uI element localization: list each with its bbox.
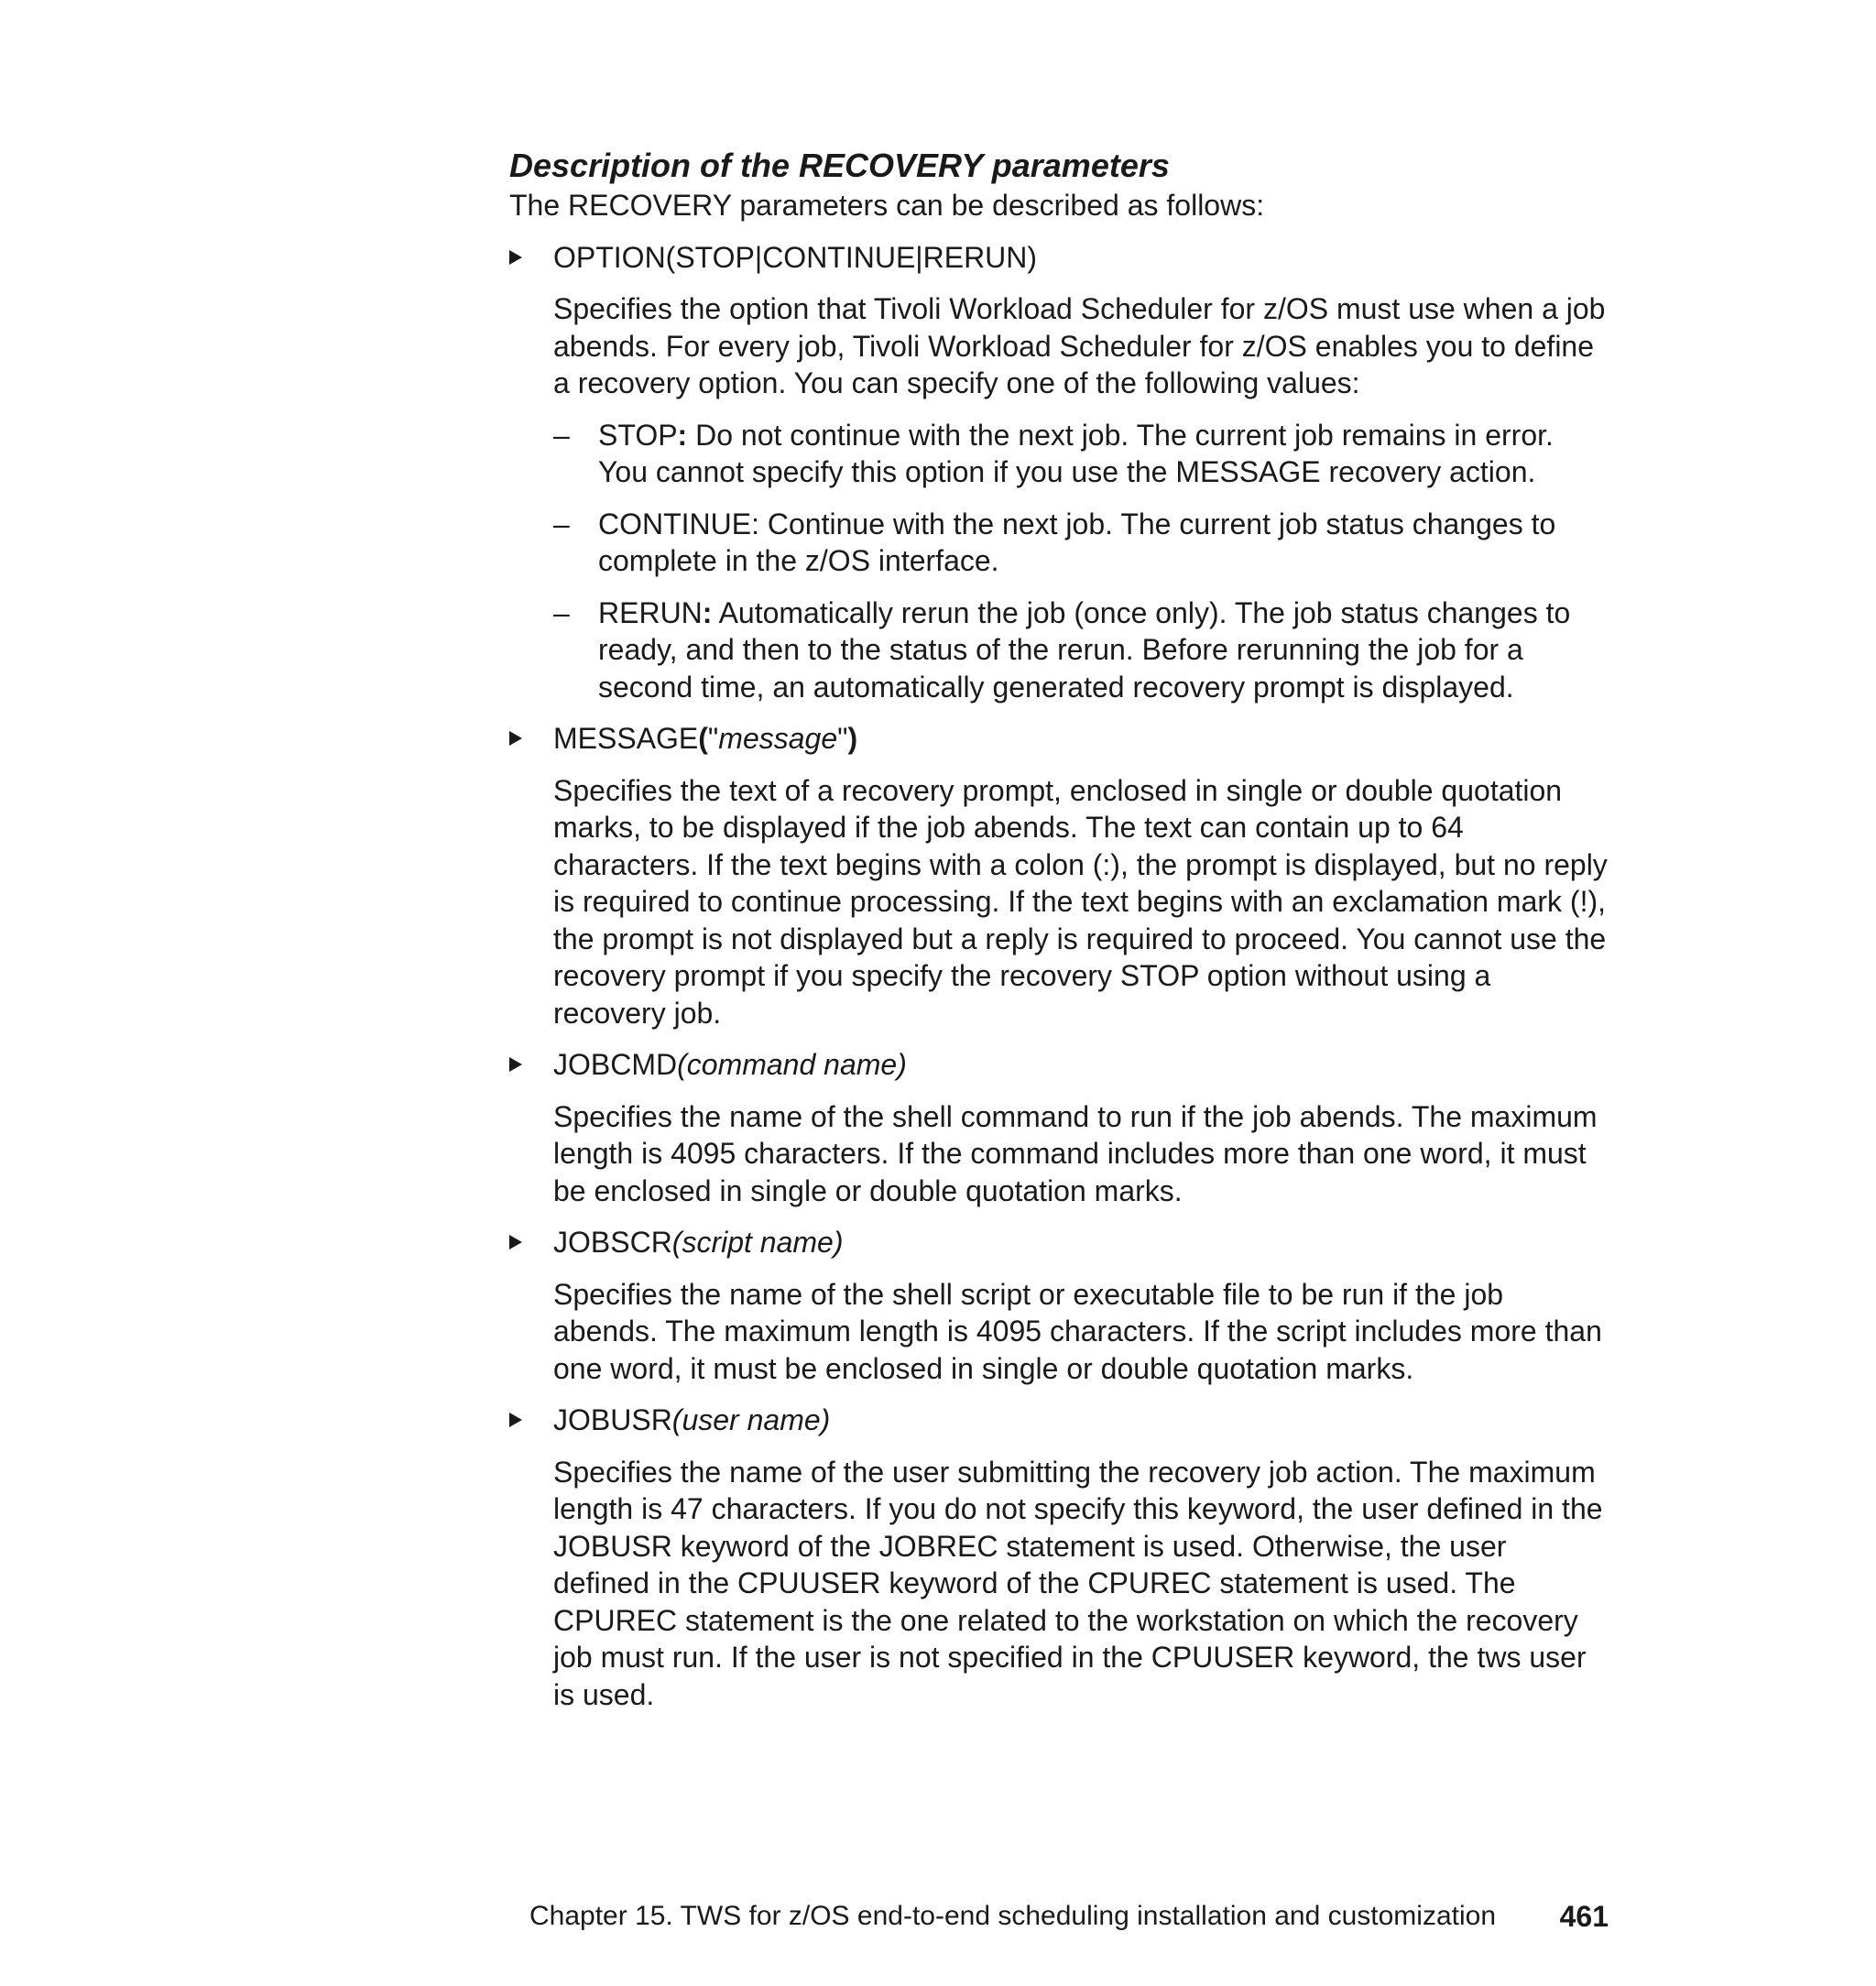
param-message-heading <box>509 720 1609 758</box>
triangle-bullet-icon <box>509 250 522 265</box>
triangle-bullet-icon <box>509 1057 522 1072</box>
option-value-text: Do not continue with the next job. The current job remains in error. You cannot specify this option if you use the MESSAGE recovery action. <box>598 418 1554 488</box>
param-jobusr-description: Specifies the name of the user submitting the recovery job action. The maximum length is 47 characters. If you do not specify this keyword, the user defined in the JOBUSR keyword of the JOBREC statement is used. Otherwise, the user defined in the CPUUSER keyword of the CPUREC statement is used. The CPUREC statement is the one related to the workstation on which the recovery job must run. If the user is not specified in the CPUUSER keyword, the tws user is used. <box>553 1455 1603 1711</box>
param-jobcmd-keyword: JOBCMD <box>553 1048 678 1081</box>
page-content <box>509 145 1609 1713</box>
param-jobcmd <box>509 1046 1609 1209</box>
option-value-name: RERUN <box>598 595 703 629</box>
intro-paragraph: The RECOVERY parameters can be described as follows: <box>509 189 1265 222</box>
triangle-bullet-icon <box>509 1235 522 1249</box>
param-option-keyword: OPTION(STOP|CONTINUE|RERUN) <box>553 240 1038 274</box>
param-jobscr-keyword: JOBSCR <box>553 1226 672 1259</box>
dash-bullet: – <box>553 418 570 452</box>
triangle-bullet-icon <box>509 731 522 746</box>
option-value-name: CONTINUE <box>598 507 752 540</box>
option-value-colon: : <box>702 595 713 629</box>
option-value-colon: : <box>677 418 688 452</box>
param-message-close-paren: ) <box>847 722 858 755</box>
param-jobcmd-description: Specifies the name of the shell command to run if the job abends. The maximum length is 4095 characters. If the command includes more than one word, it must be enclosed in single or double quotation marks. <box>553 1099 1598 1207</box>
param-jobusr-heading <box>509 1402 1609 1439</box>
option-value-rerun <box>509 595 1609 706</box>
option-value-colon: : <box>751 507 759 540</box>
param-message-param: message <box>718 722 838 755</box>
dash-bullet: – <box>553 595 570 629</box>
param-message-open-paren: ( <box>698 722 708 755</box>
footer-chapter-title: Chapter 15. TWS for z/OS end-to-end scheduling installation and customization <box>529 1901 1497 1931</box>
option-value-continue <box>509 506 1609 580</box>
page-number: 461 <box>1559 1900 1609 1933</box>
param-jobscr-heading <box>509 1224 1609 1261</box>
option-value-text: Automatically rerun the job (once only). The job status changes to ready, and then to the status of the rerun. Before rerunning the job for a second time, an automatically generated recovery prompt is displayed. <box>598 595 1571 704</box>
param-message-quote-open: " <box>707 722 719 755</box>
param-jobusr <box>509 1402 1609 1713</box>
option-value-name: STOP <box>598 418 678 452</box>
dash-bullet: – <box>553 507 570 540</box>
option-value-text: Continue with the next job. The current job status changes to complete in the z/OS interface. <box>598 507 1556 577</box>
param-jobusr-param: (user name) <box>671 1403 831 1436</box>
param-message <box>509 720 1609 1031</box>
param-option-description: Specifies the option that Tivoli Workload Scheduler for z/OS must use when a job abends. For every job, Tivoli Workload Scheduler for z/OS enables you to define a recovery option. You can specify one of the following values: <box>553 292 1606 399</box>
param-message-description: Specifies the text of a recovery prompt, enclosed in single or double quotation marks, to be displayed if the job abends. The text can contain up to 64 characters. If the text begins with a colon (:), the prompt is displayed, but no reply is required to continue processing. If the text begins with an exclamation mark (!), the prompt is not displayed but a reply is required to proceed. You cannot use the recovery prompt if you specify the recovery STOP option without using a recovery job. <box>553 773 1608 1030</box>
param-message-quote-close: " <box>837 722 848 755</box>
param-message-keyword: MESSAGE <box>553 722 699 755</box>
param-jobusr-keyword: JOBUSR <box>553 1403 672 1436</box>
section-title: Description of the RECOVERY parameters <box>509 147 1170 184</box>
param-option-heading <box>509 239 1609 277</box>
param-jobcmd-heading <box>509 1046 1609 1084</box>
param-jobscr-param: (script name) <box>671 1226 844 1259</box>
param-option <box>509 239 1609 706</box>
param-jobcmd-param: (command name) <box>677 1048 907 1081</box>
triangle-bullet-icon <box>509 1413 522 1427</box>
param-jobscr <box>509 1224 1609 1387</box>
option-value-stop <box>509 417 1609 491</box>
param-jobscr-description: Specifies the name of the shell script or executable file to be run if the job abends. The maximum length is 4095 characters. If the script includes more than one word, it must be enclosed in single or double quotation marks. <box>553 1277 1602 1385</box>
